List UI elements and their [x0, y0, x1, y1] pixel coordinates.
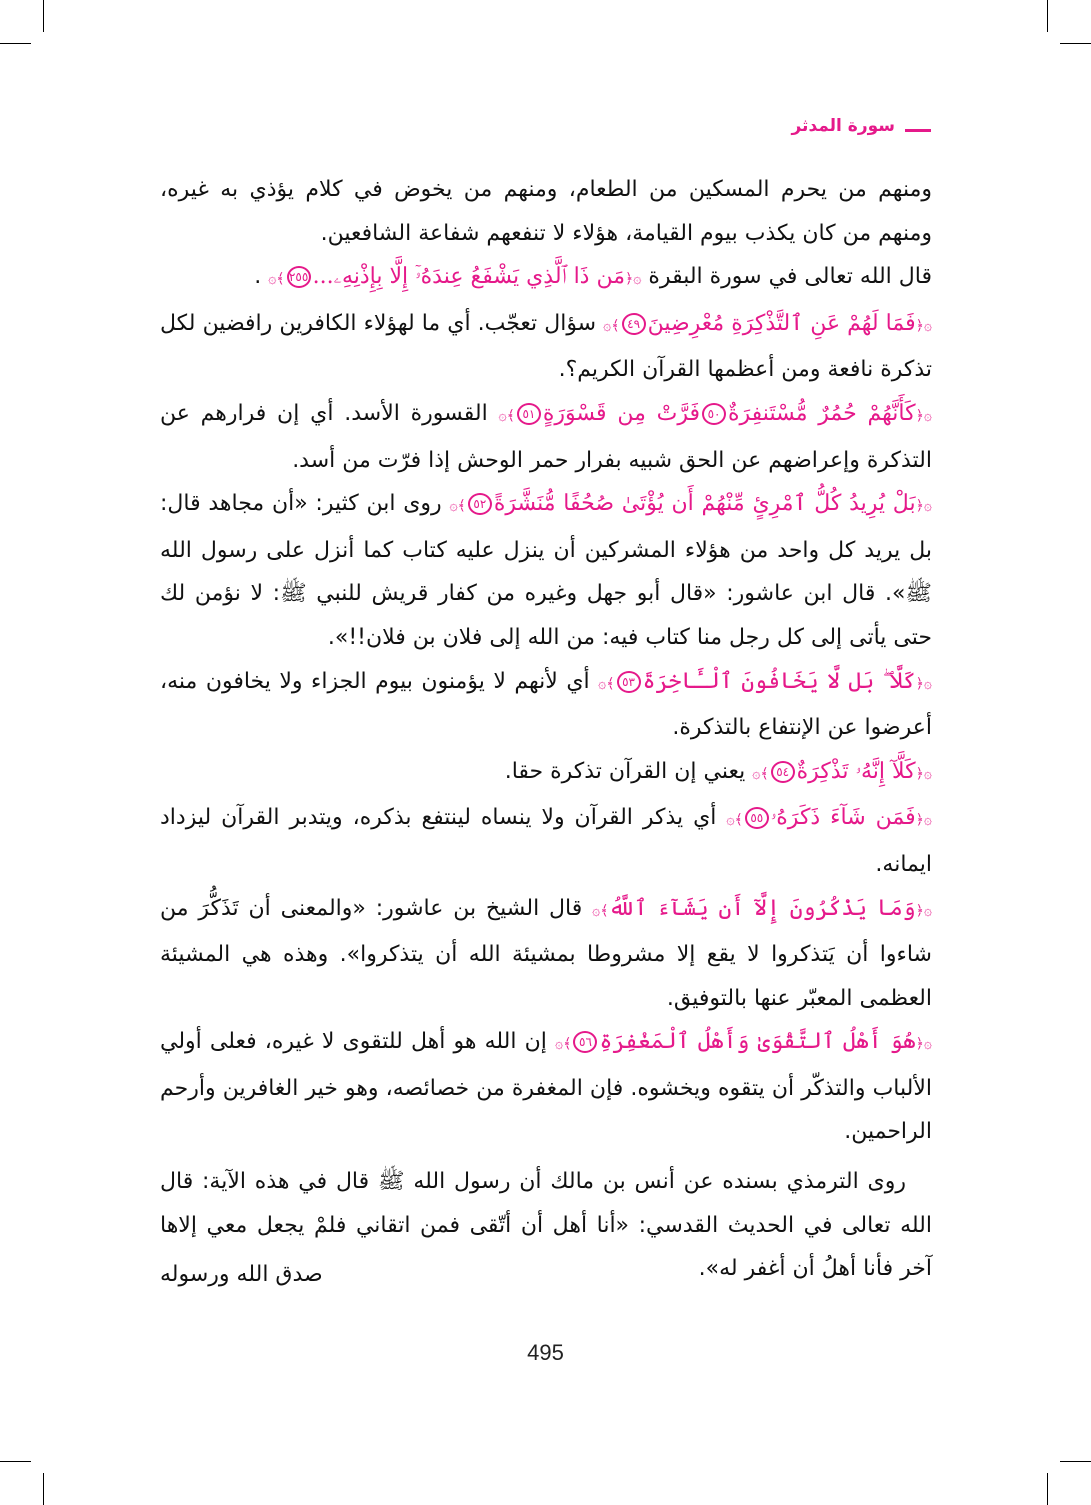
paragraph: ۞﴿كَلَّآ إِنَّهُۥ تَذْكِرَةٌ٥٤﴾۞ يعني إن القرآن تذكرة حقا.	[504, 758, 932, 784]
quran-verse: وَمَا يَذْكُرُونَ إِلَّآ أَن يَشَآءَ ٱللَّهُ	[608, 895, 916, 921]
verse-number-badge: ٥٥	[745, 807, 769, 829]
quran-verse: كَأَنَّهُمْ حُمُرٌ مُّسْتَنفِرَةٌ	[728, 400, 916, 426]
quran-verse: كَلَّا ۖ بَل لَّا يَخَافُونَ ٱلْـَٔاخِرَةَ	[642, 668, 916, 694]
quran-verse: فَرَّتْ مِن قَسْوَرَةٍ	[542, 400, 701, 426]
running-header	[791, 116, 931, 136]
header-rule	[905, 129, 931, 132]
verse-number-badge: ٢٥٥	[287, 266, 311, 288]
crop-mark	[1047, 0, 1048, 32]
verse-number-badge: ٥٢	[468, 493, 492, 515]
verse-close-ornament: ﴾۞	[268, 271, 285, 288]
paragraph: ۞﴿فَمَا لَهُمْ عَنِ ٱلتَّذْكِرَةِ مُعْرِضِينَ٤٩﴾۞ سؤال تعجّب. أي ما لهؤلاء الكافرين رافضين لكل تذكرة نافعة ومن أعظمها القرآن الكريم؟.	[160, 310, 933, 383]
verse-number-badge: ٥٣	[617, 671, 641, 693]
crop-mark	[43, 1473, 44, 1505]
quran-verse: مَن ذَا ٱلَّذِي يَشْفَعُ عِندَهُۥٓ إِلَّا بِإِذْنِهِۦ...	[312, 264, 625, 290]
crop-mark	[43, 0, 44, 32]
page-body	[160, 168, 932, 1291]
paragraph: ۞﴿وَمَا يَذْكُرُونَ إِلَّآ أَن يَشَآءَ ٱللَّهُ﴾۞ قال الشيخ بن عاشور: «والمعنى أن تَذَكُّرَ من شاءوا أن يَتذكروا لا يقع إلا مشروطا بمشيئة الله أن يتذكروا». وهذه هي المشيئة العظمى المعبّر عنها بالتوفيق.	[160, 895, 933, 1011]
crop-mark	[0, 1461, 31, 1462]
closing-line: صدق الله ورسوله	[160, 1262, 323, 1287]
crop-mark	[1060, 1461, 1091, 1462]
crop-mark	[0, 43, 31, 44]
quran-verse: هُوَ أَهْلُ ٱلتَّقْوَىٰ وَأَهْلُ ٱلْمَغْفِرَةِ	[599, 1029, 916, 1055]
crop-mark	[1060, 43, 1091, 44]
quran-verse: فَمَن شَآءَ ذَكَرَهُۥ	[770, 805, 916, 831]
paragraph-hadith: روى الترمذي بسنده عن أنس بن مالك أن رسول الله ﷺ قال في هذه الآية: قال الله تعالى في الحديث القدسي: «أنا أهل أن أتّقى فمن اتقاني فلمْ يجعل معي إلاها آخر فأنا أهلُ أن أغفر له».	[160, 1169, 932, 1282]
paragraph: ۞﴿هُوَ أَهْلُ ٱلتَّقْوَىٰ وَأَهْلُ ٱلْمَغْفِرَةِ٥٦﴾۞ إن الله هو أهل للتقوى لا غيره، فعلى أولي الألباب والتذكّر أن يتقوه ويخشوه. فإن المغفرة من خصائصه، وهو خير الغافرين وأرحم الراحمين.	[160, 1029, 932, 1145]
quran-verse: فَمَا لَهُمْ عَنِ ٱلتَّذْكِرَةِ مُعْرِضِينَ	[647, 310, 916, 336]
paragraph: ۞﴿فَمَن شَآءَ ذَكَرَهُۥ٥٥﴾۞ أي يذكر القرآن ولا ينساه لينتفع بذكره، ويتدبر القرآن ليزداد ايمانه.	[160, 805, 932, 877]
verse-number-badge: ٥١	[517, 403, 541, 425]
paragraph: قال الله تعالى في سورة البقرة ۞﴿مَن ذَا ٱلَّذِي يَشْفَعُ عِندَهُۥٓ إِلَّا بِإِذْنِهِۦ...٢٥٥﴾۞ .	[254, 264, 932, 290]
verse-open-ornament: ۞﴿	[625, 271, 642, 288]
paragraph: ۞﴿بَلْ يُرِيدُ كُلُّ ٱمْرِئٍ مِّنْهُمْ أَن يُؤْتَىٰ صُحُفًا مُّنَشَّرَةً٥٢﴾۞ روى ابن كثير: «أن مجاهد قال: بل يريد كل واحد من هؤلاء المشركين أن ينزل عليه كتاب كما أنزل على رسول الله ﷺ». قال ابن عاشور: «قال أبو جهل وغيره من كفار قريش للنبي ﷺ: لا نؤمن لك حتى يأتى إلى كل رجل منا كتاب فيه: من الله إلى فلان بن فلان!!».	[160, 491, 932, 650]
quran-verse: بَلْ يُرِيدُ كُلُّ ٱمْرِئٍ مِّنْهُمْ أَن يُؤْتَىٰ صُحُفًا مُّنَشَّرَةً	[493, 491, 916, 517]
quran-verse: كَلَّآ إِنَّهُۥ تَذْكِرَةٌ	[796, 758, 916, 784]
surah-title: سورة المدثر	[791, 116, 895, 136]
verse-number-badge: ٥٦	[573, 1031, 597, 1053]
verse-number-badge: ٥٤	[771, 761, 795, 783]
paragraph: ۞﴿كَأَنَّهُمْ حُمُرٌ مُّسْتَنفِرَةٌ٥٠فَرَّتْ مِن قَسْوَرَةٍ٥١﴾۞ القسورة الأسد. أي إن فرارهم عن التذكرة وإعراضهم عن الحق شبيه بفرار حمر الوحش إذا فرّت من أسد.	[160, 400, 932, 473]
verse-number-badge: ٤٩	[622, 313, 646, 335]
page-number: 495	[527, 1340, 564, 1365]
verse-number-badge: ٥٠	[702, 403, 726, 425]
crop-mark	[1047, 1473, 1048, 1505]
paragraph: ومنهم من يحرم المسكين من الطعام، ومنهم من يخوض في كلام يؤذي به غيره، ومنهم من كان يكذب بيوم القيامة، هؤلاء لا تنفعهم شفاعة الشافعين.	[160, 177, 932, 246]
paragraph: ۞﴿كَلَّا ۖ بَل لَّا يَخَافُونَ ٱلْـَٔاخِرَةَ٥٣﴾۞ أي لأنهم لا يؤمنون بيوم الجزاء ولا يخافون منه، أعرضوا عن الإنتفاع بالتذكرة.	[160, 668, 932, 741]
